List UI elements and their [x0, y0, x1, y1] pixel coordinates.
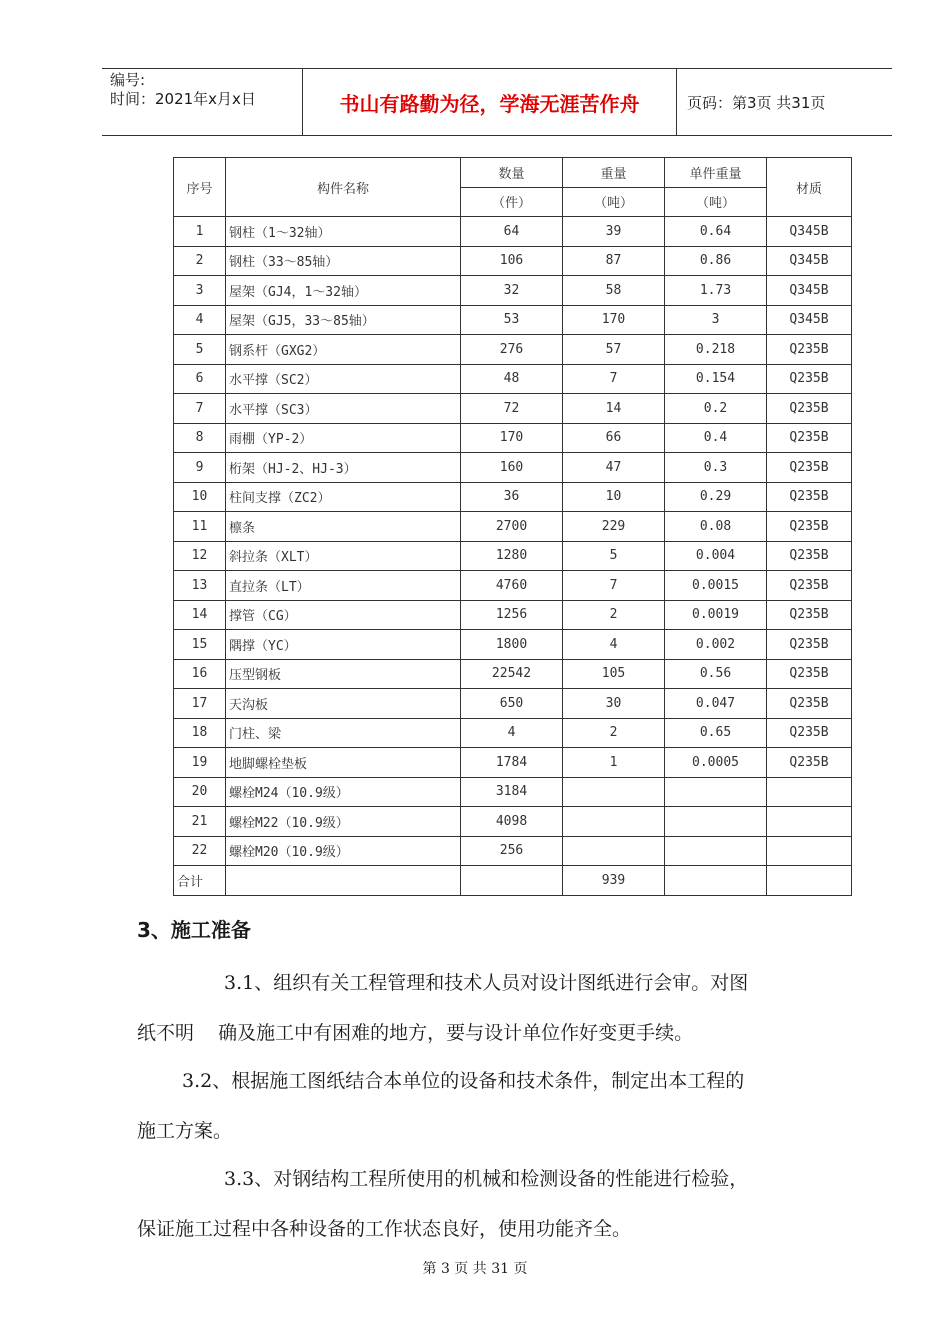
row-unit-weight: 0.29 [665, 482, 767, 512]
row-no: 11 [174, 512, 226, 542]
table-row [174, 305, 852, 335]
row-no: 13 [174, 571, 226, 601]
table-body [174, 217, 852, 866]
table-row [174, 335, 852, 365]
paragraph-3-3-line-1: 3.3、对钢结构工程所使用的机械和检测设备的性能进行检验， [224, 1168, 749, 1190]
section-title: 3、施工准备 [137, 918, 251, 942]
header-qty: 数量 [461, 158, 563, 188]
document-number-label: 编号: [110, 71, 146, 89]
row-no: 9 [174, 453, 226, 483]
table-row [174, 217, 852, 247]
table-row [174, 276, 852, 306]
table-row [174, 246, 852, 276]
row-name: 水平撑（SC2） [226, 364, 461, 394]
paragraph-3-2-line-1: 3.2、根据施工图纸结合本单位的设备和技术条件，制定出本工程的 [182, 1070, 745, 1092]
row-unit-weight: 0.047 [665, 689, 767, 719]
total-unit-weight-cell [665, 866, 767, 896]
total-label: 合计 [174, 866, 226, 896]
row-weight: 7 [563, 364, 665, 394]
row-weight: 10 [563, 482, 665, 512]
row-material: Q235B [767, 630, 852, 660]
row-qty: 1800 [461, 630, 563, 660]
row-material: Q235B [767, 600, 852, 630]
row-weight: 105 [563, 659, 665, 689]
table-row [174, 600, 852, 630]
row-qty: 106 [461, 246, 563, 276]
table-row [174, 777, 852, 807]
header-weight-unit: （吨） [563, 187, 665, 217]
components-table [173, 157, 852, 896]
row-no: 17 [174, 689, 226, 719]
row-material: Q235B [767, 512, 852, 542]
total-name-cell [226, 866, 461, 896]
row-material: Q235B [767, 453, 852, 483]
row-no: 7 [174, 394, 226, 424]
row-qty: 160 [461, 453, 563, 483]
row-unit-weight: 0.56 [665, 659, 767, 689]
row-unit-weight [665, 807, 767, 837]
table-row [174, 364, 852, 394]
row-unit-weight: 1.73 [665, 276, 767, 306]
row-name: 直拉条（LT） [226, 571, 461, 601]
row-unit-weight: 0.218 [665, 335, 767, 365]
row-qty: 256 [461, 836, 563, 866]
row-no: 1 [174, 217, 226, 247]
row-weight: 39 [563, 217, 665, 247]
row-unit-weight: 0.0015 [665, 571, 767, 601]
total-weight: 939 [563, 866, 665, 896]
row-qty: 53 [461, 305, 563, 335]
header-unit-weight-unit: （吨） [665, 187, 767, 217]
row-weight: 4 [563, 630, 665, 660]
row-name: 门柱、梁 [226, 718, 461, 748]
row-no: 12 [174, 541, 226, 571]
row-name: 桁架（HJ-2、HJ-3） [226, 453, 461, 483]
row-material: Q235B [767, 659, 852, 689]
row-qty: 22542 [461, 659, 563, 689]
row-no: 14 [174, 600, 226, 630]
row-name: 钢柱（33～85轴） [226, 246, 461, 276]
row-name: 压型钢板 [226, 659, 461, 689]
row-material: Q345B [767, 276, 852, 306]
row-unit-weight: 0.3 [665, 453, 767, 483]
row-qty: 650 [461, 689, 563, 719]
row-no: 16 [174, 659, 226, 689]
table-row [174, 748, 852, 778]
paragraph-3-2-line-2: 施工方案。 [137, 1120, 233, 1142]
row-name: 螺栓M24（10.9级） [226, 777, 461, 807]
table-header-row [174, 158, 852, 188]
row-unit-weight: 0.64 [665, 217, 767, 247]
row-qty: 170 [461, 423, 563, 453]
row-qty: 4760 [461, 571, 563, 601]
row-qty: 32 [461, 276, 563, 306]
row-qty: 72 [461, 394, 563, 424]
row-no: 3 [174, 276, 226, 306]
row-unit-weight: 0.002 [665, 630, 767, 660]
row-weight: 30 [563, 689, 665, 719]
row-qty: 2700 [461, 512, 563, 542]
row-no: 20 [174, 777, 226, 807]
row-weight: 7 [563, 571, 665, 601]
table-row [174, 630, 852, 660]
row-material: Q235B [767, 335, 852, 365]
row-unit-weight: 0.0019 [665, 600, 767, 630]
row-unit-weight: 0.86 [665, 246, 767, 276]
row-qty: 1784 [461, 748, 563, 778]
row-material: Q235B [767, 364, 852, 394]
row-name: 柱间支撑（ZC2） [226, 482, 461, 512]
total-material-cell [767, 866, 852, 896]
row-unit-weight: 0.4 [665, 423, 767, 453]
row-weight: 66 [563, 423, 665, 453]
row-no: 6 [174, 364, 226, 394]
row-weight: 2 [563, 718, 665, 748]
row-unit-weight [665, 777, 767, 807]
row-material: Q235B [767, 541, 852, 571]
row-material: Q235B [767, 571, 852, 601]
row-qty: 36 [461, 482, 563, 512]
row-no: 19 [174, 748, 226, 778]
row-unit-weight: 3 [665, 305, 767, 335]
row-unit-weight: 0.0005 [665, 748, 767, 778]
row-material: Q235B [767, 423, 852, 453]
row-weight: 58 [563, 276, 665, 306]
paragraph-3-1-line-1: 3.1、组织有关工程管理和技术人员对设计图纸进行会审。对图 [224, 972, 749, 994]
row-qty: 4 [461, 718, 563, 748]
row-weight: 170 [563, 305, 665, 335]
table-row [174, 423, 852, 453]
row-name: 螺栓M22（10.9级） [226, 807, 461, 837]
table-row [174, 689, 852, 719]
table-row [174, 512, 852, 542]
row-name: 隅撑（YC） [226, 630, 461, 660]
paragraph-3-1 [137, 958, 862, 1058]
row-qty: 48 [461, 364, 563, 394]
row-no: 22 [174, 836, 226, 866]
paragraph-3-3 [137, 1154, 862, 1254]
row-material: Q345B [767, 217, 852, 247]
row-weight [563, 807, 665, 837]
row-material [767, 807, 852, 837]
header-no: 序号 [174, 158, 226, 217]
row-material [767, 777, 852, 807]
table-row [174, 453, 852, 483]
row-weight [563, 836, 665, 866]
paragraph-3-2 [137, 1056, 862, 1156]
row-unit-weight: 0.2 [665, 394, 767, 424]
row-material: Q235B [767, 482, 852, 512]
row-name: 钢柱（1～32轴） [226, 217, 461, 247]
header-page-label: 页码：第3页 共31页 [687, 93, 826, 112]
row-weight: 57 [563, 335, 665, 365]
table-total-row [174, 866, 852, 896]
row-name: 天沟板 [226, 689, 461, 719]
row-name: 雨棚（YP-2） [226, 423, 461, 453]
table-row [174, 836, 852, 866]
row-weight: 1 [563, 748, 665, 778]
table-row [174, 718, 852, 748]
row-qty: 4098 [461, 807, 563, 837]
row-qty: 1256 [461, 600, 563, 630]
row-no: 15 [174, 630, 226, 660]
table-row [174, 541, 852, 571]
row-material: Q345B [767, 246, 852, 276]
header-name: 构件名称 [226, 158, 461, 217]
row-material: Q235B [767, 689, 852, 719]
row-material: Q235B [767, 748, 852, 778]
row-weight: 229 [563, 512, 665, 542]
row-no: 2 [174, 246, 226, 276]
row-no: 5 [174, 335, 226, 365]
paragraph-3-1-line-2: 纸不明 确及施工中有困难的地方，要与设计单位作好变更手续。 [137, 1022, 694, 1044]
row-weight: 2 [563, 600, 665, 630]
row-unit-weight: 0.65 [665, 718, 767, 748]
row-name: 屋架（GJ5，33～85轴） [226, 305, 461, 335]
row-name: 水平撑（SC3） [226, 394, 461, 424]
header-motto: 书山有路勤为径，学海无涯苦作舟 [303, 69, 677, 135]
page-header [102, 68, 892, 136]
header-unit-weight: 单件重量 [665, 158, 767, 188]
row-no: 4 [174, 305, 226, 335]
paragraph-3-3-line-2: 保证施工过程中各种设备的工作状态良好，使用功能齐全。 [137, 1218, 632, 1240]
row-name: 地脚螺栓垫板 [226, 748, 461, 778]
row-unit-weight [665, 836, 767, 866]
row-no: 10 [174, 482, 226, 512]
table-row [174, 571, 852, 601]
row-no: 21 [174, 807, 226, 837]
row-name: 螺栓M20（10.9级） [226, 836, 461, 866]
row-weight: 47 [563, 453, 665, 483]
document-time-label: 时间：2021年x月x日 [110, 90, 256, 108]
row-weight: 14 [563, 394, 665, 424]
row-qty: 64 [461, 217, 563, 247]
row-unit-weight: 0.154 [665, 364, 767, 394]
total-qty-cell [461, 866, 563, 896]
row-name: 檩条 [226, 512, 461, 542]
row-qty: 3184 [461, 777, 563, 807]
table-row [174, 659, 852, 689]
row-weight: 87 [563, 246, 665, 276]
page-footer: 第 3 页 共 31 页 [422, 1261, 528, 1277]
row-qty: 276 [461, 335, 563, 365]
header-meta [102, 69, 303, 135]
row-no: 8 [174, 423, 226, 453]
row-unit-weight: 0.08 [665, 512, 767, 542]
row-material: Q345B [767, 305, 852, 335]
table-row [174, 394, 852, 424]
header-material: 材质 [767, 158, 852, 217]
row-name: 斜拉条（XLT） [226, 541, 461, 571]
table-row [174, 807, 852, 837]
row-material: Q235B [767, 394, 852, 424]
row-qty: 1280 [461, 541, 563, 571]
row-name: 钢系杆（GXG2） [226, 335, 461, 365]
header-qty-unit: （件） [461, 187, 563, 217]
row-material: Q235B [767, 718, 852, 748]
row-weight: 5 [563, 541, 665, 571]
row-name: 撑管（CG） [226, 600, 461, 630]
row-name: 屋架（GJ4，1～32轴） [226, 276, 461, 306]
row-material [767, 836, 852, 866]
row-unit-weight: 0.004 [665, 541, 767, 571]
row-weight [563, 777, 665, 807]
row-no: 18 [174, 718, 226, 748]
table-row [174, 482, 852, 512]
header-weight: 重量 [563, 158, 665, 188]
